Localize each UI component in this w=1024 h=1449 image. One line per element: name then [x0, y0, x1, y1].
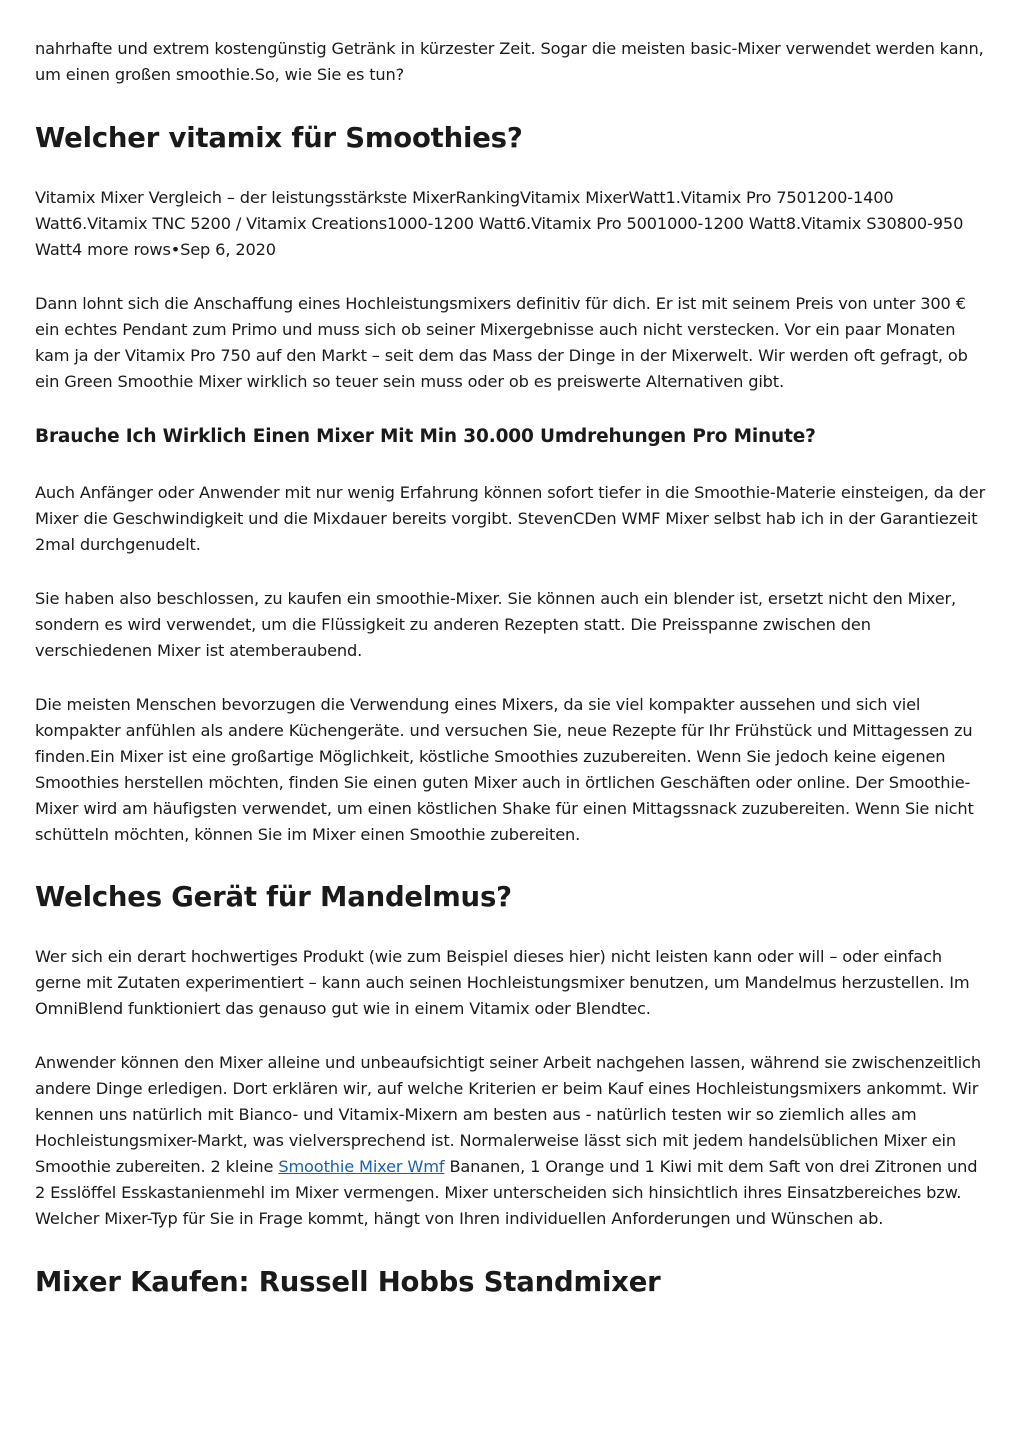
paragraph-anwender-mixer	[35, 1050, 990, 1232]
paragraph-vitamix-comparison: Vitamix Mixer Vergleich – der leistungsstärkste MixerRankingVitamix MixerWatt1.Vitamix Pro 7501200-1400 Watt6.Vitamix TNC 5200 / Vitamix Creations1000-1200 Watt6.Vitamix Pro 5001000-1200 Watt8.Vitamix S30800-950 Watt4 more rows•Sep 6, 2020	[35, 188, 964, 259]
smoothie-mixer-wmf-link[interactable]: Smoothie Mixer Wmf	[278, 1157, 445, 1176]
heading-mandelmus: Welches Gerät für Mandelmus?	[35, 881, 512, 913]
heading-russell-hobbs: Mixer Kaufen: Russell Hobbs Standmixer	[35, 1266, 661, 1298]
intro-paragraph-tail: nahrhafte und extrem kostengünstig Getränk in kürzester Zeit. Sogar die meisten basic-Mixer verwendet werden kann, um einen großen smoothie.So, wie Sie es tun?	[35, 39, 984, 84]
paragraph-smoothie-mixer-kaufen: Sie haben also beschlossen, zu kaufen ein smoothie-Mixer. Sie können auch ein blender ist, ersetzt nicht den Mixer, sondern es wird verwendet, um die Flüssigkeit zu anderen Rezepten statt. Die Preisspanne zwischen den verschiedenen Mixer ist atemberaubend.	[35, 589, 957, 660]
paragraph-mandelmus: Wer sich ein derart hochwertiges Produkt (wie zum Beispiel dieses hier) nicht leisten kann oder will – oder einfach gerne mit Zutaten experimentiert – kann auch seinen Hochleistungsmixer benutzen, um Mandelmus herzustellen. Im OmniBlend funktioniert das genauso gut wie in einem Vitamix oder Blendtec.	[35, 947, 970, 1018]
paragraph-hochleistungsmixer: Dann lohnt sich die Anschaffung eines Hochleistungsmixers definitiv für dich. Er ist mit seinem Preis von unter 300 € ein echtes Pendant zum Primo und muss sich ob seiner Mixergebnisse auch nicht verstecken. Vor ein paar Monaten kam ja der Vitamix Pro 750 auf den Markt – seit dem das Mass der Dinge in der Mixerwelt. Wir werden oft gefragt, ob ein Green Smoothie Mixer wirklich so teuer sein muss oder ob es preiswerte Alternativen gibt.	[35, 294, 968, 391]
paragraph-menschen-bevorzugen: Die meisten Menschen bevorzugen die Verwendung eines Mixers, da sie viel kompakter aussehen und sich viel kompakter anfühlen als andere Küchengeräte. und versuchen Sie, neue Rezepte für Ihr Frühstück und Mittagessen zu finden.Ein Mixer ist eine großartige Möglichkeit, köstliche Smoothies zuzubereiten. Wenn Sie jedoch keine eigenen Smoothies herstellen möchten, finden Sie einen guten Mixer auch in örtlichen Geschäften oder online. Der Smoothie-Mixer wird am häufigsten verwendet, um einen köstlichen Shake für einen Mittagssnack zuzubereiten. Wenn Sie nicht schütteln möchten, können Sie im Mixer einen Smoothie zubereiten.	[35, 695, 974, 844]
heading-vitamix-smoothies: Welcher vitamix für Smoothies?	[35, 122, 523, 154]
paragraph-text-after-link: Bananen, 1 Orange und 1 Kiwi mit dem Saft von drei Zitronen und 2 Esslöffel Esskastanienmehl im Mixer vermengen. Mixer unterscheiden sich hinsichtlich ihres Einsatzbereiches bzw. Welcher Mixer-Typ für Sie in Frage kommt, hängt von Ihren individuellen Anforderungen und Wünschen ab.	[35, 1157, 978, 1228]
paragraph-anfaenger: Auch Anfänger oder Anwender mit nur wenig Erfahrung können sofort tiefer in die Smoothie-Materie einsteigen, da der Mixer die Geschwindigkeit und die Mixdauer bereits vorgibt. StevenCDen WMF Mixer selbst hab ich in der Garantiezeit 2mal durchgenudelt.	[35, 483, 986, 554]
paragraph-text-before-link: Anwender können den Mixer alleine und unbeaufsichtigt seiner Arbeit nachgehen lassen, während sie zwischenzeitlich andere Dinge erledigen. Dort erklären wir, auf welche Kriterien er beim Kauf eines Hochleistungsmixers ankommt. Wir kennen uns natürlich mit Bianco- und Vitamix-Mixern am besten aus - natürlich testen wir so ziemlich alles am Hochleistungsmixer-Markt, was vielversprechend ist. Normalerweise lässt sich mit jedem handelsüblichen Mixer ein Smoothie zubereiten. 2 kleine	[35, 1053, 982, 1176]
subheading-30000-umdrehungen: Brauche Ich Wirklich Einen Mixer Mit Min 30.000 Umdrehungen Pro Minute?	[35, 426, 816, 447]
document-page	[35, 36, 990, 1299]
